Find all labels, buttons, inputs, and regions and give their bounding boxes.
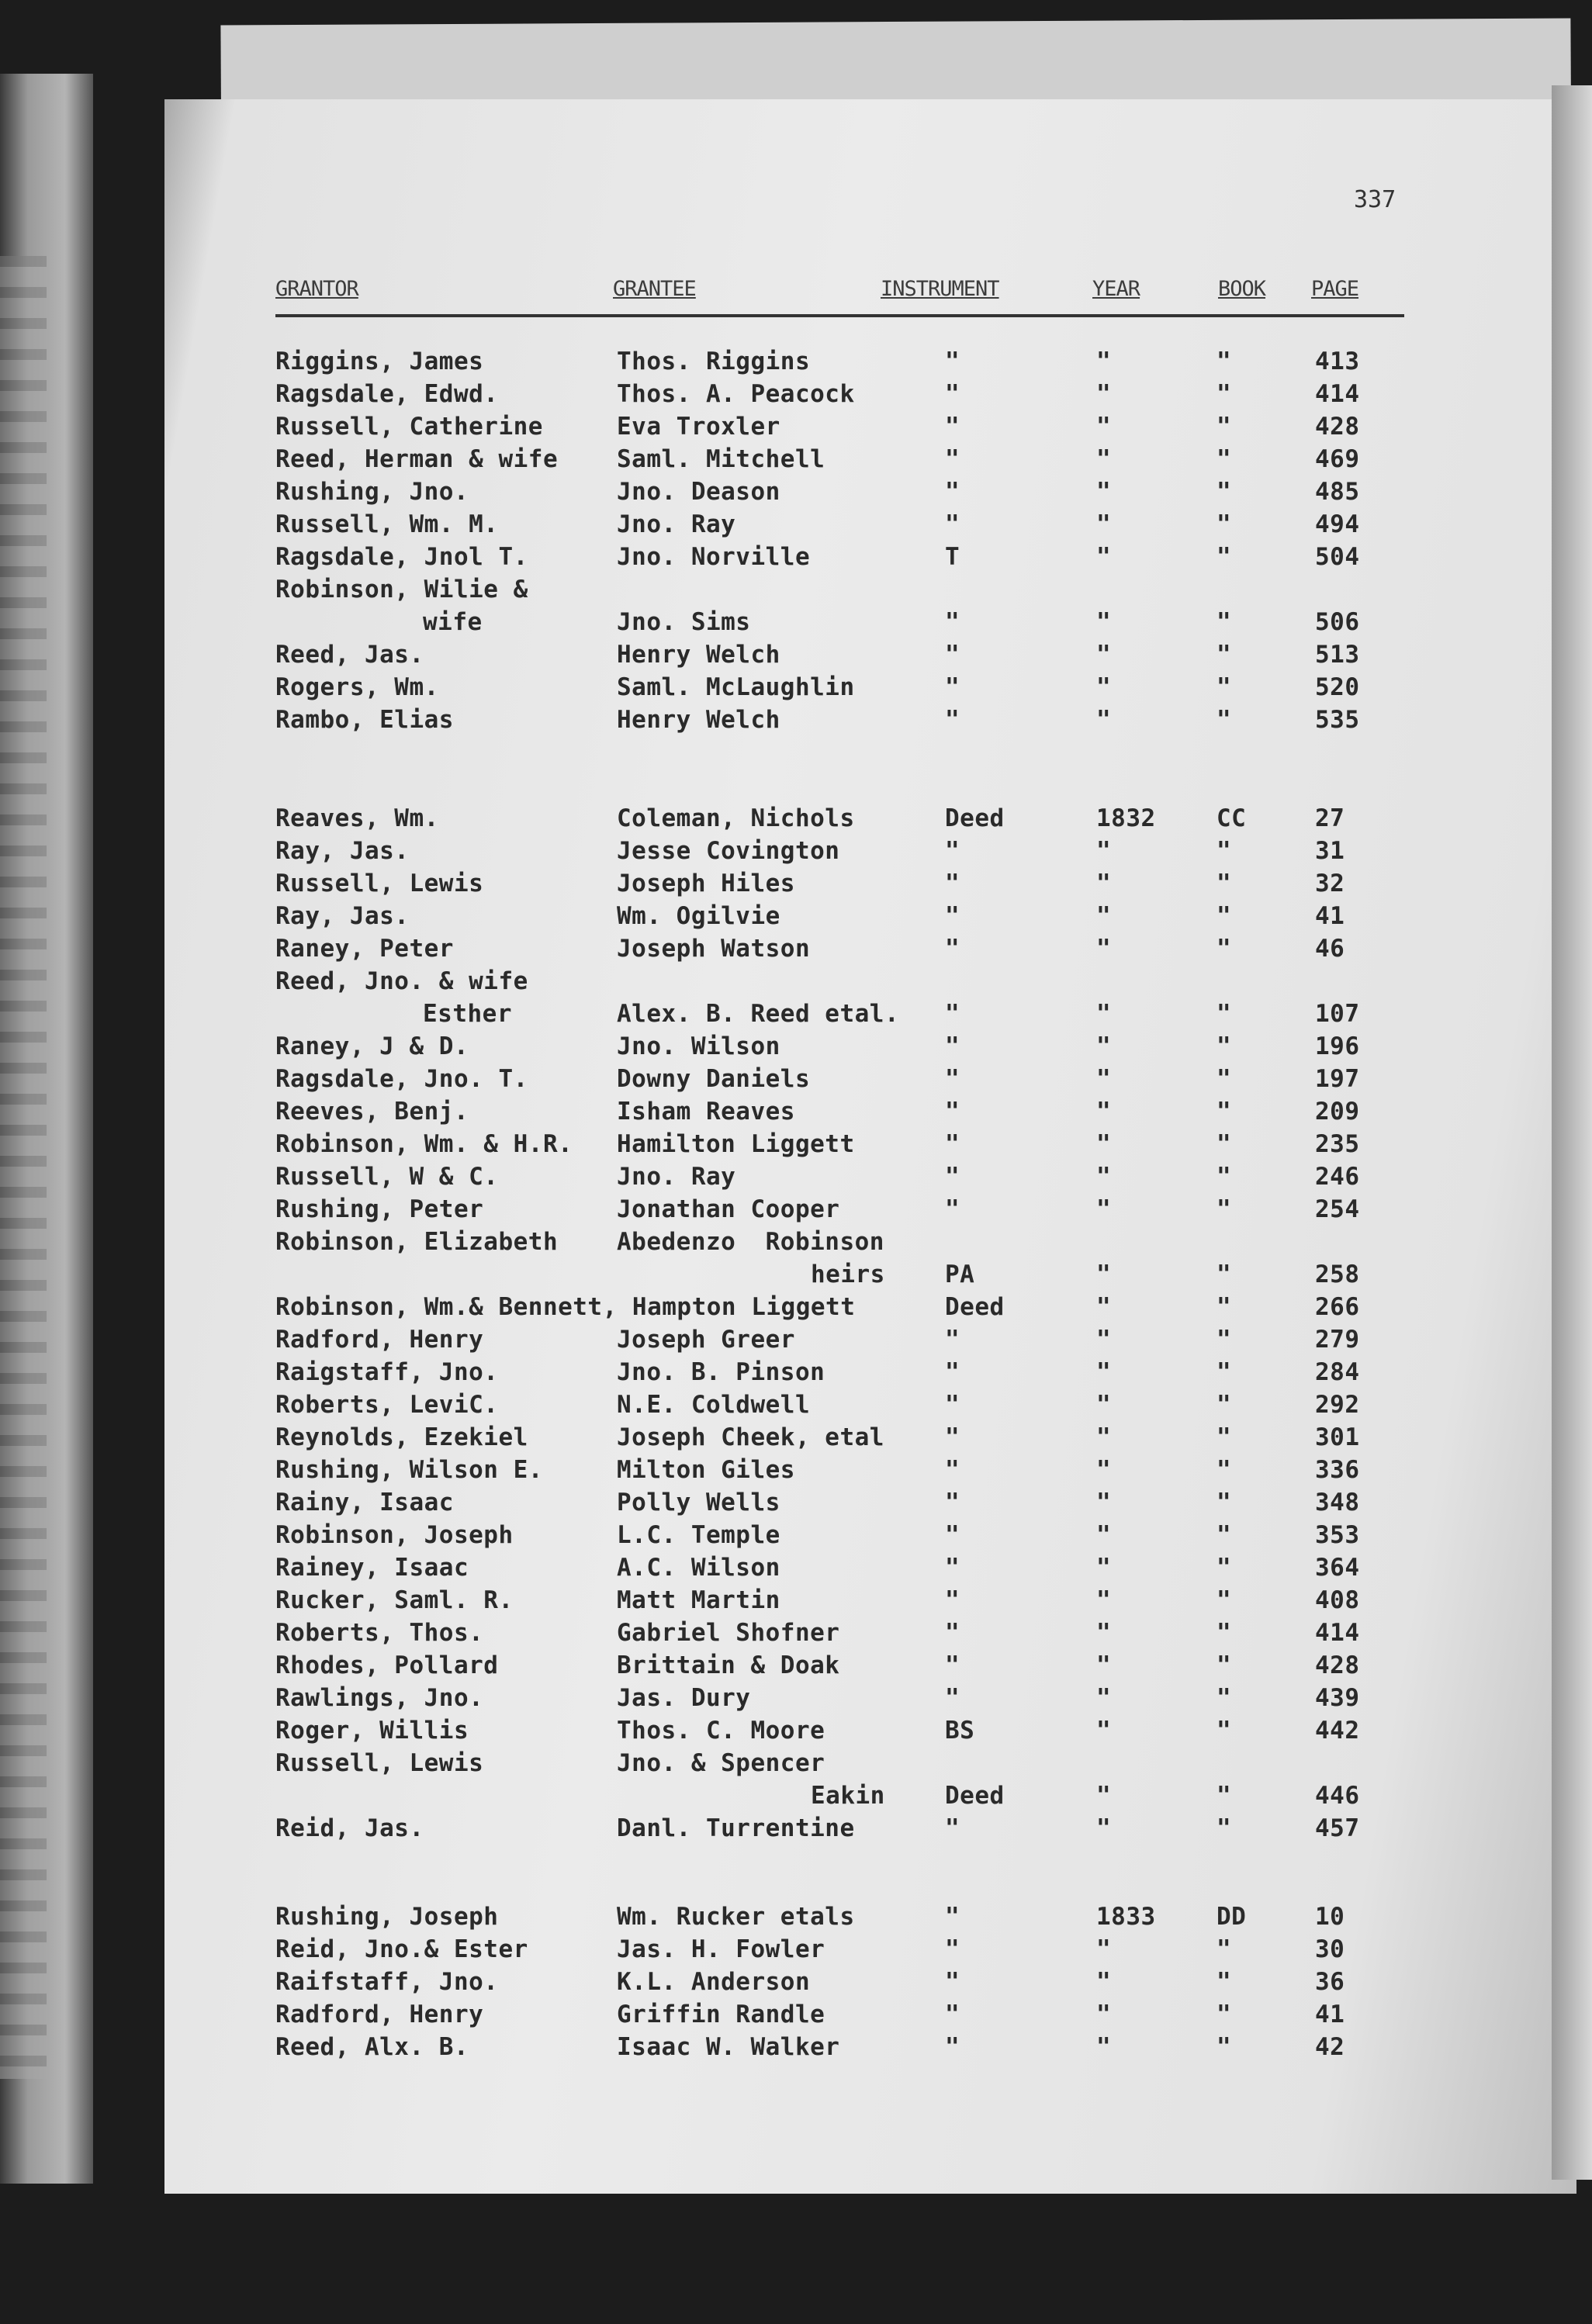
cell-instrument: Deed	[945, 1782, 1005, 1810]
cell-grantee: Jno. Ray	[617, 510, 736, 538]
cell-grantee: Jno. B. Pinson	[617, 1358, 825, 1386]
cell-instrument: "	[945, 1586, 960, 1614]
cell-grantor: Reid, Jas.	[275, 1814, 424, 1842]
cell-grantor: Ray, Jas.	[275, 837, 410, 865]
cell-page: 413	[1315, 348, 1360, 375]
cell-instrument: "	[945, 413, 960, 441]
cell-grantee: Isaac W. Walker	[617, 2033, 840, 2061]
cell-grantee: Abedenzo Robinson	[617, 1228, 884, 1256]
cell-grantee: Jno. Wilson	[617, 1032, 780, 1060]
cell-page: 36	[1315, 1968, 1345, 1996]
cell-grantor: Raney, J & D.	[275, 1032, 469, 1060]
cell-grantor: Robinson, Wm. & H.R.	[275, 1130, 573, 1158]
cell-grantor: Russell, W & C.	[275, 1163, 499, 1191]
cell-page: 27	[1315, 804, 1345, 832]
cell-book: "	[1216, 1619, 1232, 1647]
cell-book: "	[1216, 1782, 1232, 1810]
cell-year: "	[1096, 1423, 1112, 1451]
cell-grantee: Jno. & Spencer	[617, 1749, 825, 1777]
cell-grantee: Jno. Norville	[617, 543, 811, 571]
cell-instrument: "	[945, 706, 960, 734]
cell-book: "	[1216, 1935, 1232, 1963]
cell-page: 235	[1315, 1130, 1360, 1158]
cell-year: "	[1096, 935, 1112, 963]
cell-grantor: Rainy, Isaac	[275, 1489, 454, 1516]
cell-grantee: K.L. Anderson	[617, 1968, 811, 1996]
cell-instrument: "	[945, 1554, 960, 1582]
cell-grantee: Jno. Sims	[617, 608, 751, 636]
cell-page: 301	[1315, 1423, 1360, 1451]
cell-year: "	[1096, 1195, 1112, 1223]
cell-page: 266	[1315, 1293, 1360, 1321]
cell-year: "	[1096, 1935, 1112, 1963]
cell-page: 469	[1315, 445, 1360, 473]
cell-year: "	[1096, 1000, 1112, 1028]
cell-instrument: "	[945, 478, 960, 506]
cell-book: "	[1216, 870, 1232, 897]
cell-grantor: Robinson, Wm.& Bennett, Hampton Liggett	[275, 1293, 856, 1321]
cell-grantee: Hamilton Liggett	[617, 1130, 855, 1158]
cell-instrument: BS	[945, 1717, 975, 1745]
cell-page: 408	[1315, 1586, 1360, 1614]
cell-instrument: "	[945, 1032, 960, 1060]
cell-page: 107	[1315, 1000, 1360, 1028]
cell-instrument: "	[945, 1065, 960, 1093]
cell-grantee: Jonathan Cooper	[617, 1195, 840, 1223]
cell-grantee: Thos. C. Moore	[617, 1717, 825, 1745]
cell-instrument: "	[945, 673, 960, 701]
cell-instrument: "	[945, 1423, 960, 1451]
cell-page: 42	[1315, 2033, 1345, 2061]
cell-year: "	[1096, 478, 1112, 506]
cell-grantor: Roger, Willis	[275, 1717, 469, 1745]
cell-instrument: "	[945, 1326, 960, 1354]
cell-grantor: Rushing, Wilson E.	[275, 1456, 543, 1484]
cell-page: 535	[1315, 706, 1360, 734]
cell-book: "	[1216, 1423, 1232, 1451]
cell-book: "	[1216, 608, 1232, 636]
cell-instrument: "	[945, 608, 960, 636]
cell-grantor: Riggins, James	[275, 348, 484, 375]
cell-year: "	[1096, 380, 1112, 408]
header-instrument: INSTRUMENT	[881, 277, 999, 301]
cell-grantee: Jno. Deason	[617, 478, 780, 506]
cell-year: "	[1096, 413, 1112, 441]
cell-book: "	[1216, 1814, 1232, 1842]
cell-grantor: Rushing, Peter	[275, 1195, 484, 1223]
cell-grantor: Rushing, Joseph	[275, 1903, 499, 1931]
header-year: YEAR	[1092, 277, 1140, 301]
cell-grantee: Polly Wells	[617, 1489, 780, 1516]
cell-book: "	[1216, 1098, 1232, 1126]
cell-grantor: Russell, Lewis	[275, 870, 484, 897]
header-book: BOOK	[1218, 277, 1266, 301]
cell-instrument: "	[945, 348, 960, 375]
cell-grantee: Jas. Dury	[617, 1684, 751, 1712]
cell-page: 348	[1315, 1489, 1360, 1516]
cell-year: "	[1096, 673, 1112, 701]
cell-grantee: A.C. Wilson	[617, 1554, 780, 1582]
cell-year: 1832	[1096, 804, 1156, 832]
cell-grantee: Milton Giles	[617, 1456, 795, 1484]
cell-page: 439	[1315, 1684, 1360, 1712]
cell-grantee: Coleman, Nichols	[617, 804, 855, 832]
cell-book: "	[1216, 1293, 1232, 1321]
cell-instrument: "	[945, 1195, 960, 1223]
cell-grantee: Wm. Rucker etals	[617, 1903, 855, 1931]
cell-page: 41	[1315, 902, 1345, 930]
cell-year: "	[1096, 608, 1112, 636]
header-grantor: GRANTOR	[275, 277, 358, 301]
cell-page: 414	[1315, 1619, 1360, 1647]
cell-grantee: Joseph Cheek, etal	[617, 1423, 884, 1451]
header-page: PAGE	[1311, 277, 1359, 301]
cell-year: 1833	[1096, 1903, 1156, 1931]
cell-instrument: "	[945, 2033, 960, 2061]
cell-page: 494	[1315, 510, 1360, 538]
cell-year: "	[1096, 348, 1112, 375]
page-edge	[1552, 85, 1592, 2180]
cell-year: "	[1096, 837, 1112, 865]
cell-instrument: "	[945, 1968, 960, 1996]
cell-instrument: Deed	[945, 804, 1005, 832]
cell-grantor: Reed, Herman & wife	[275, 445, 559, 473]
cell-book: "	[1216, 413, 1232, 441]
cell-year: "	[1096, 1358, 1112, 1386]
cell-grantee: Thos. Riggins	[617, 348, 811, 375]
cell-book: "	[1216, 1163, 1232, 1191]
cell-year: "	[1096, 1032, 1112, 1060]
cell-year: "	[1096, 1163, 1112, 1191]
cell-page: 197	[1315, 1065, 1360, 1093]
cell-year: "	[1096, 870, 1112, 897]
cell-year: "	[1096, 1554, 1112, 1582]
cell-instrument: "	[945, 935, 960, 963]
cell-grantee: Alex. B. Reed etal.	[617, 1000, 900, 1028]
cell-grantor: Ragsdale, Jno. T.	[275, 1065, 528, 1093]
cell-page: 414	[1315, 380, 1360, 408]
cell-book: "	[1216, 706, 1232, 734]
cell-book: "	[1216, 1326, 1232, 1354]
cell-grantee: Gabriel Shofner	[617, 1619, 840, 1647]
cell-grantor: Rogers, Wm.	[275, 673, 439, 701]
cell-book: "	[1216, 1130, 1232, 1158]
cell-instrument: "	[945, 1000, 960, 1028]
cell-instrument: "	[945, 1684, 960, 1712]
cell-year: "	[1096, 1489, 1112, 1516]
cell-book: "	[1216, 935, 1232, 963]
cell-page: 10	[1315, 1903, 1345, 1931]
cell-book: "	[1216, 543, 1232, 571]
cell-book: "	[1216, 1489, 1232, 1516]
cell-book: "	[1216, 510, 1232, 538]
cell-grantor: Radford, Henry	[275, 2001, 484, 2028]
cell-year: "	[1096, 1065, 1112, 1093]
cell-page: 30	[1315, 1935, 1345, 1963]
cell-page: 279	[1315, 1326, 1360, 1354]
cell-grantor: Esther	[423, 1000, 512, 1028]
cell-page: 504	[1315, 543, 1360, 571]
cell-year: "	[1096, 1651, 1112, 1679]
cell-grantor: Reed, Alx. B.	[275, 2033, 469, 2061]
cell-book: "	[1216, 1684, 1232, 1712]
cell-year: "	[1096, 1619, 1112, 1647]
cell-page: 506	[1315, 608, 1360, 636]
cell-grantee: N.E. Coldwell	[617, 1391, 811, 1419]
cell-grantor: Reed, Jas.	[275, 641, 424, 669]
cell-page: 353	[1315, 1521, 1360, 1549]
cell-book: "	[1216, 1195, 1232, 1223]
cell-grantee: L.C. Temple	[617, 1521, 780, 1549]
cell-year: "	[1096, 1293, 1112, 1321]
cell-book: "	[1216, 1586, 1232, 1614]
cell-grantor: Reeves, Benj.	[275, 1098, 469, 1126]
cell-book: "	[1216, 1065, 1232, 1093]
cell-grantor: Reed, Jno. & wife	[275, 967, 528, 995]
cell-year: "	[1096, 1684, 1112, 1712]
cell-grantor: Roberts, Thos.	[275, 1619, 484, 1647]
cell-grantee: Isham Reaves	[617, 1098, 795, 1126]
cell-grantor: Ragsdale, Jnol T.	[275, 543, 528, 571]
cell-book: "	[1216, 1968, 1232, 1996]
cell-year: "	[1096, 543, 1112, 571]
cell-book: "	[1216, 2033, 1232, 2061]
cell-grantee: heirs	[811, 1261, 885, 1288]
cell-instrument: Deed	[945, 1293, 1005, 1321]
cell-page: 364	[1315, 1554, 1360, 1582]
cell-page: 46	[1315, 935, 1345, 963]
cell-instrument: "	[945, 1358, 960, 1386]
cell-grantor: Robinson, Wilie &	[275, 576, 528, 603]
cell-book: "	[1216, 348, 1232, 375]
cell-book: "	[1216, 445, 1232, 473]
cell-page: 32	[1315, 870, 1345, 897]
cell-grantee: Wm. Ogilvie	[617, 902, 780, 930]
cell-grantee: Joseph Watson	[617, 935, 811, 963]
cell-grantor: Rainey, Isaac	[275, 1554, 469, 1582]
cell-book: "	[1216, 1391, 1232, 1419]
cell-grantor: Russell, Lewis	[275, 1749, 484, 1777]
cell-grantee: Griffin Randle	[617, 2001, 825, 2028]
cell-grantor: Rhodes, Pollard	[275, 1651, 499, 1679]
cell-book: CC	[1216, 804, 1247, 832]
cell-year: "	[1096, 1261, 1112, 1288]
cell-book: "	[1216, 380, 1232, 408]
cell-instrument: "	[945, 870, 960, 897]
cell-grantor: Radford, Henry	[275, 1326, 484, 1354]
cell-page: 31	[1315, 837, 1345, 865]
cell-grantor: Russell, Catherine	[275, 413, 543, 441]
header-grantee: GRANTEE	[613, 277, 696, 301]
cell-year: "	[1096, 2033, 1112, 2061]
cell-grantee: Danl. Turrentine	[617, 1814, 855, 1842]
cell-book: "	[1216, 1717, 1232, 1745]
cell-grantor: Reaves, Wm.	[275, 804, 439, 832]
cell-page: 485	[1315, 478, 1360, 506]
cell-page: 520	[1315, 673, 1360, 701]
cell-book: "	[1216, 1261, 1232, 1288]
cell-year: "	[1096, 1968, 1112, 1996]
cell-instrument: "	[945, 1814, 960, 1842]
cell-book: "	[1216, 837, 1232, 865]
cell-instrument: "	[945, 445, 960, 473]
cell-instrument: "	[945, 1163, 960, 1191]
cell-grantee: Eakin	[811, 1782, 885, 1810]
cell-page: 336	[1315, 1456, 1360, 1484]
cell-book: "	[1216, 902, 1232, 930]
cell-page: 513	[1315, 641, 1360, 669]
adjacent-page-text-edge	[0, 256, 47, 2079]
cell-grantor: wife	[423, 608, 483, 636]
cell-grantee: Saml. McLaughlin	[617, 673, 855, 701]
cell-grantee: Downy Daniels	[617, 1065, 811, 1093]
cell-grantor: Robinson, Elizabeth	[275, 1228, 559, 1256]
cell-page: 209	[1315, 1098, 1360, 1126]
cell-grantee: Brittain & Doak	[617, 1651, 840, 1679]
cell-instrument: "	[945, 1651, 960, 1679]
cell-book: DD	[1216, 1903, 1247, 1931]
cell-grantor: Reynolds, Ezekiel	[275, 1423, 528, 1451]
cell-grantor: Raney, Peter	[275, 935, 454, 963]
cell-grantee: Jno. Ray	[617, 1163, 736, 1191]
cell-instrument: T	[945, 543, 960, 571]
cell-instrument: "	[945, 837, 960, 865]
cell-book: "	[1216, 1358, 1232, 1386]
column-header-row	[275, 275, 1404, 317]
cell-book: "	[1216, 478, 1232, 506]
page-number: 337	[1354, 186, 1396, 213]
cell-page: 254	[1315, 1195, 1360, 1223]
cell-year: "	[1096, 1814, 1112, 1842]
cell-year: "	[1096, 1456, 1112, 1484]
cell-grantee: Henry Welch	[617, 641, 780, 669]
cell-instrument: "	[945, 1098, 960, 1126]
cell-instrument: "	[945, 1456, 960, 1484]
cell-grantor: Rushing, Jno.	[275, 478, 469, 506]
cell-grantor: Rawlings, Jno.	[275, 1684, 484, 1712]
cell-book: "	[1216, 1000, 1232, 1028]
cell-page: 258	[1315, 1261, 1360, 1288]
cell-grantee: Jesse Covington	[617, 837, 840, 865]
cell-year: "	[1096, 641, 1112, 669]
cell-page: 428	[1315, 1651, 1360, 1679]
cell-year: "	[1096, 1521, 1112, 1549]
cell-year: "	[1096, 902, 1112, 930]
cell-grantor: Raigstaff, Jno.	[275, 1358, 499, 1386]
cell-grantor: Rucker, Saml. R.	[275, 1586, 514, 1614]
cell-grantee: Eva Troxler	[617, 413, 780, 441]
cell-instrument: "	[945, 1130, 960, 1158]
cell-page: 428	[1315, 413, 1360, 441]
cell-book: "	[1216, 1554, 1232, 1582]
cell-year: "	[1096, 1391, 1112, 1419]
cell-grantee: Joseph Greer	[617, 1326, 795, 1354]
cell-grantor: Raifstaff, Jno.	[275, 1968, 499, 1996]
cell-grantor: Ray, Jas.	[275, 902, 410, 930]
cell-grantee: Thos. A. Peacock	[617, 380, 855, 408]
cell-year: "	[1096, 1717, 1112, 1745]
cell-instrument: "	[945, 641, 960, 669]
cell-year: "	[1096, 445, 1112, 473]
cell-instrument: "	[945, 1619, 960, 1647]
cell-instrument: "	[945, 902, 960, 930]
cell-grantor: Reid, Jno.& Ester	[275, 1935, 528, 1963]
cell-grantor: Ragsdale, Edwd.	[275, 380, 499, 408]
cell-year: "	[1096, 1326, 1112, 1354]
cell-instrument: "	[945, 1521, 960, 1549]
cell-grantee: Jas. H. Fowler	[617, 1935, 825, 1963]
cell-grantor: Russell, Wm. M.	[275, 510, 499, 538]
cell-year: "	[1096, 510, 1112, 538]
cell-year: "	[1096, 1782, 1112, 1810]
cell-instrument: "	[945, 1489, 960, 1516]
cell-year: "	[1096, 1098, 1112, 1126]
cell-instrument: "	[945, 1391, 960, 1419]
cell-instrument: "	[945, 380, 960, 408]
cell-page: 442	[1315, 1717, 1360, 1745]
cell-year: "	[1096, 1586, 1112, 1614]
cell-page: 196	[1315, 1032, 1360, 1060]
cell-grantor: Robinson, Joseph	[275, 1521, 514, 1549]
cell-book: "	[1216, 1521, 1232, 1549]
cell-grantor: Roberts, LeviC.	[275, 1391, 499, 1419]
cell-instrument: "	[945, 1935, 960, 1963]
cell-page: 457	[1315, 1814, 1360, 1842]
cell-year: "	[1096, 706, 1112, 734]
cell-page: 292	[1315, 1391, 1360, 1419]
cell-page: 41	[1315, 2001, 1345, 2028]
cell-instrument: "	[945, 1903, 960, 1931]
cell-book: "	[1216, 641, 1232, 669]
cell-book: "	[1216, 2001, 1232, 2028]
cell-grantee: Joseph Hiles	[617, 870, 795, 897]
cell-page: 284	[1315, 1358, 1360, 1386]
cell-book: "	[1216, 1456, 1232, 1484]
cell-book: "	[1216, 1651, 1232, 1679]
cell-instrument: "	[945, 2001, 960, 2028]
cell-page: 246	[1315, 1163, 1360, 1191]
cell-book: "	[1216, 673, 1232, 701]
cell-year: "	[1096, 1130, 1112, 1158]
cell-year: "	[1096, 2001, 1112, 2028]
cell-book: "	[1216, 1032, 1232, 1060]
cell-grantee: Henry Welch	[617, 706, 780, 734]
cell-grantee: Matt Martin	[617, 1586, 780, 1614]
cell-grantee: Saml. Mitchell	[617, 445, 825, 473]
cell-grantor: Rambo, Elias	[275, 706, 454, 734]
cell-page: 446	[1315, 1782, 1360, 1810]
cell-instrument: PA	[945, 1261, 975, 1288]
cell-instrument: "	[945, 510, 960, 538]
